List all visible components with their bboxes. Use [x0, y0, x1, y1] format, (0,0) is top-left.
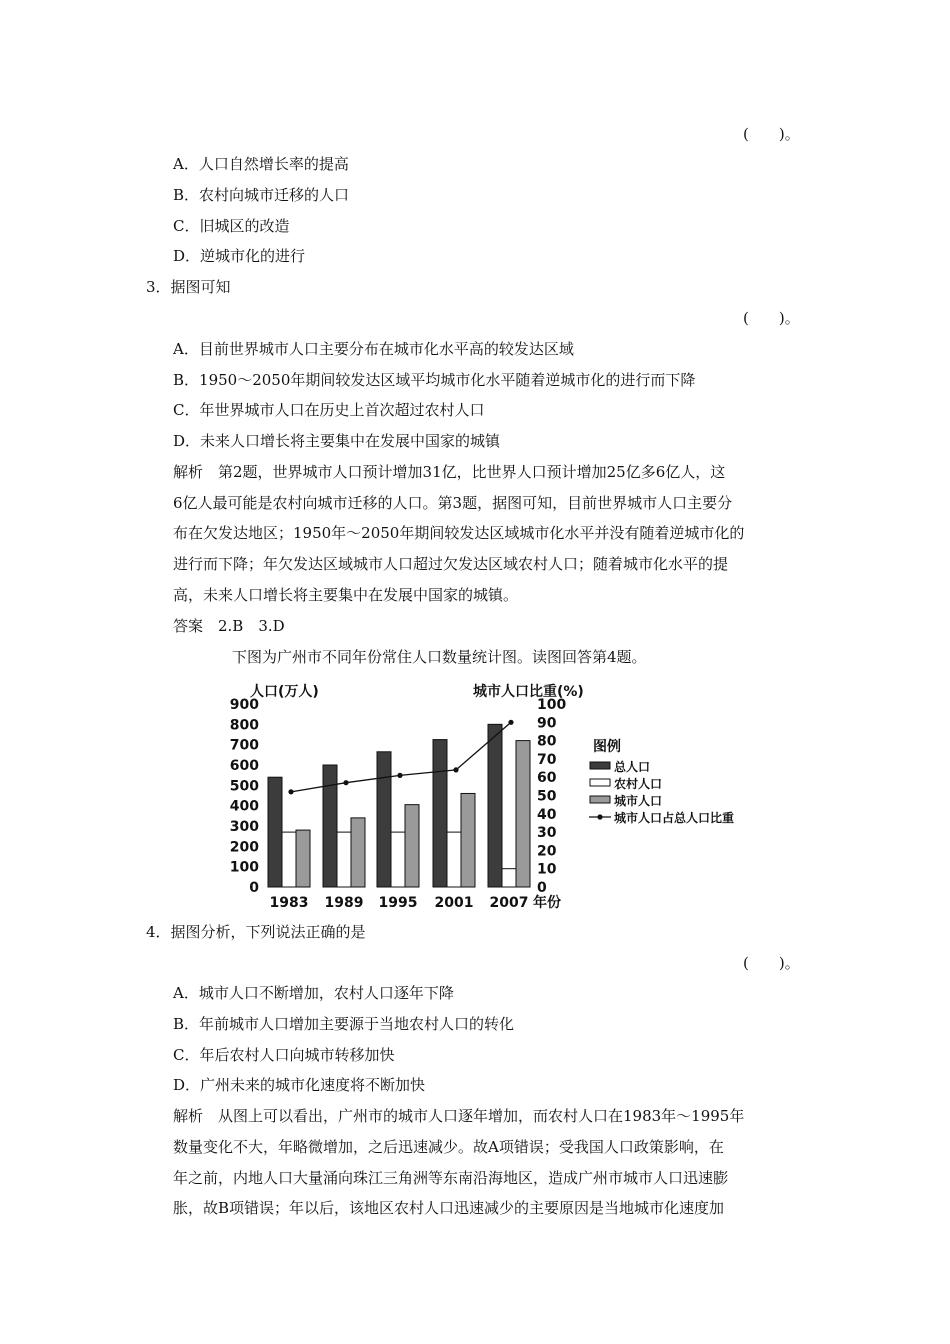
- q3-stem: 3．据图可知: [146, 278, 231, 296]
- chart-ytick-right: 20: [537, 843, 557, 860]
- chart-ytick-right: 70: [537, 751, 557, 768]
- population-chart: [225, 678, 785, 918]
- chart-bar: [447, 832, 461, 887]
- chart-xtick: 2007: [489, 895, 529, 911]
- chart-legend-swatch: [590, 762, 610, 769]
- q2-option-d: D．逆城市化的进行: [173, 247, 306, 265]
- analysis1-line-4: 进行而下降；年欠发达区域城市人口超过欠发达区域农村人口；随着城市化水平的提: [173, 555, 729, 573]
- chart-ytick-left: 900: [229, 697, 259, 713]
- chart-bar: [337, 832, 351, 887]
- chart-ratio-point: [453, 767, 458, 772]
- analysis2-line-3: 年之前，内地人口大量涌向珠江三角洲等东南沿海地区，造成广州市城市人口迅速膨: [173, 1169, 729, 1187]
- chart-ylabel-left: 人口(万人): [250, 684, 319, 700]
- q4-answer-bracket: ( )。: [743, 954, 800, 972]
- chart-bar: [461, 793, 475, 887]
- chart-xlabel: 年份: [533, 895, 561, 911]
- q2-option-a: A．人口自然增长率的提高: [173, 155, 349, 173]
- chart-ytick-left: 500: [229, 778, 259, 795]
- chart-ytick-right: 40: [537, 806, 557, 823]
- chart-legend-label: 城市人口占总人口比重: [614, 811, 735, 825]
- chart-ylabel-right: 城市人口比重(%): [473, 684, 584, 700]
- chart-ytick-left: 600: [229, 758, 259, 774]
- chart-legend-label: 城市人口: [614, 794, 663, 808]
- analysis2-line-1: 解析 从图上可以看出，广州市的城市人口逐年增加，而农村人口在1983年～1995年: [173, 1107, 745, 1125]
- chart-legend-label: 总人口: [614, 760, 651, 774]
- q2-answer-bracket: ( )。: [743, 125, 800, 143]
- analysis2-line-4: 胀，故B项错误；年以后，该地区农村人口迅速减少的主要原因是当地城市化速度加: [173, 1199, 725, 1217]
- q3-option-a: A．目前世界城市人口主要分布在城市化水平高的较发达区域: [173, 340, 574, 358]
- q4-option-a: A．城市人口不断增加，农村人口逐年下降: [173, 984, 454, 1002]
- analysis1-line-5: 高，未来人口增长将主要集中在发展中国家的城镇。: [173, 586, 519, 604]
- chart-xtick: 1983: [269, 895, 309, 911]
- q2-option-c: C．旧城区的改造: [173, 217, 290, 235]
- chart-bar: [351, 818, 365, 887]
- chart-ratio-point: [508, 720, 513, 725]
- chart-ytick-right: 30: [537, 825, 557, 842]
- chart-legend-swatch: [590, 796, 610, 803]
- chart-ytick-right: 90: [537, 715, 557, 732]
- chart-ytick-left: 800: [229, 717, 259, 734]
- chart-xtick: 2001: [434, 895, 474, 911]
- chart-ytick-left: 100: [229, 859, 259, 876]
- chart-legend-label: 农村人口: [614, 777, 663, 791]
- chart-xtick: 1995: [378, 895, 418, 911]
- analysis1-line-1: 解析 第2题，世界城市人口预计增加31亿，比世界人口预计增加25亿多6亿人，这: [173, 463, 726, 481]
- chart-ratio-point: [397, 773, 402, 778]
- q4-option-c: C．年后农村人口向城市转移加快: [173, 1046, 395, 1064]
- chart-bar: [377, 752, 391, 887]
- chart-ytick-left: 700: [229, 737, 259, 754]
- analysis1-line-3: 布在欠发达地区；1950年～2050年期间较发达区域城市化水平并没有随着逆城市化的: [173, 524, 745, 542]
- chart-intro: 下图为广州市不同年份常住人口数量统计图。读图回答第4题。: [232, 648, 647, 666]
- chart-bar: [405, 805, 419, 887]
- chart-ytick-right: 80: [537, 733, 557, 750]
- chart-legend-title: 图例: [593, 739, 621, 755]
- chart-ytick-left: 400: [229, 798, 259, 815]
- chart-ytick-right: 60: [537, 770, 557, 787]
- chart-ytick-left: 300: [229, 819, 259, 835]
- chart-legend-swatch: [590, 779, 610, 786]
- q3-option-c: C．年世界城市人口在历史上首次超过农村人口: [173, 401, 485, 419]
- chart-bar: [502, 869, 516, 887]
- chart-ytick-right: 100: [537, 697, 567, 713]
- q2-option-b: B．农村向城市迁移的人口: [173, 186, 350, 204]
- analysis1-line-2: 6亿人最可能是农村向城市迁移的人口。第3题，据图可知，目前世界城市人口主要分: [173, 494, 733, 512]
- chart-ratio-point: [343, 780, 348, 785]
- chart-ytick-right: 50: [537, 788, 557, 805]
- q3-option-d: D．未来人口增长将主要集中在发展中国家的城镇: [173, 432, 501, 450]
- chart-xtick: 1989: [324, 895, 364, 911]
- chart-ytick-right: 0: [537, 880, 547, 896]
- q3-answer-bracket: ( )。: [743, 309, 800, 327]
- chart-ytick-right: 10: [537, 861, 557, 878]
- chart-bar: [268, 777, 282, 887]
- chart-legend-marker: [597, 814, 602, 819]
- chart-ytick-left: 200: [229, 839, 259, 856]
- q3-option-b: B．1950～2050年期间较发达区域平均城市化水平随着逆城市化的进行而下降: [173, 371, 696, 389]
- q4-stem: 4．据图分析，下列说法正确的是: [146, 923, 366, 941]
- chart-bar: [323, 765, 337, 887]
- q4-option-d: D．广州未来的城市化速度将不断加快: [173, 1076, 426, 1094]
- chart-bar: [488, 724, 502, 887]
- chart-bar: [282, 832, 296, 887]
- q4-option-b: B．年前城市人口增加主要源于当地农村人口的转化: [173, 1015, 515, 1033]
- chart-bar: [433, 740, 447, 887]
- answer-line: 答案 2.B 3.D: [173, 617, 285, 635]
- chart-bar: [516, 741, 530, 887]
- chart-bar: [296, 830, 310, 887]
- chart-ratio-point: [288, 789, 293, 794]
- chart-ytick-left: 0: [249, 880, 259, 896]
- analysis2-line-2: 数量变化不大，年略微增加，之后迅速减少。故A项错误；受我国人口政策影响，在: [173, 1138, 724, 1156]
- chart-bar: [391, 832, 405, 887]
